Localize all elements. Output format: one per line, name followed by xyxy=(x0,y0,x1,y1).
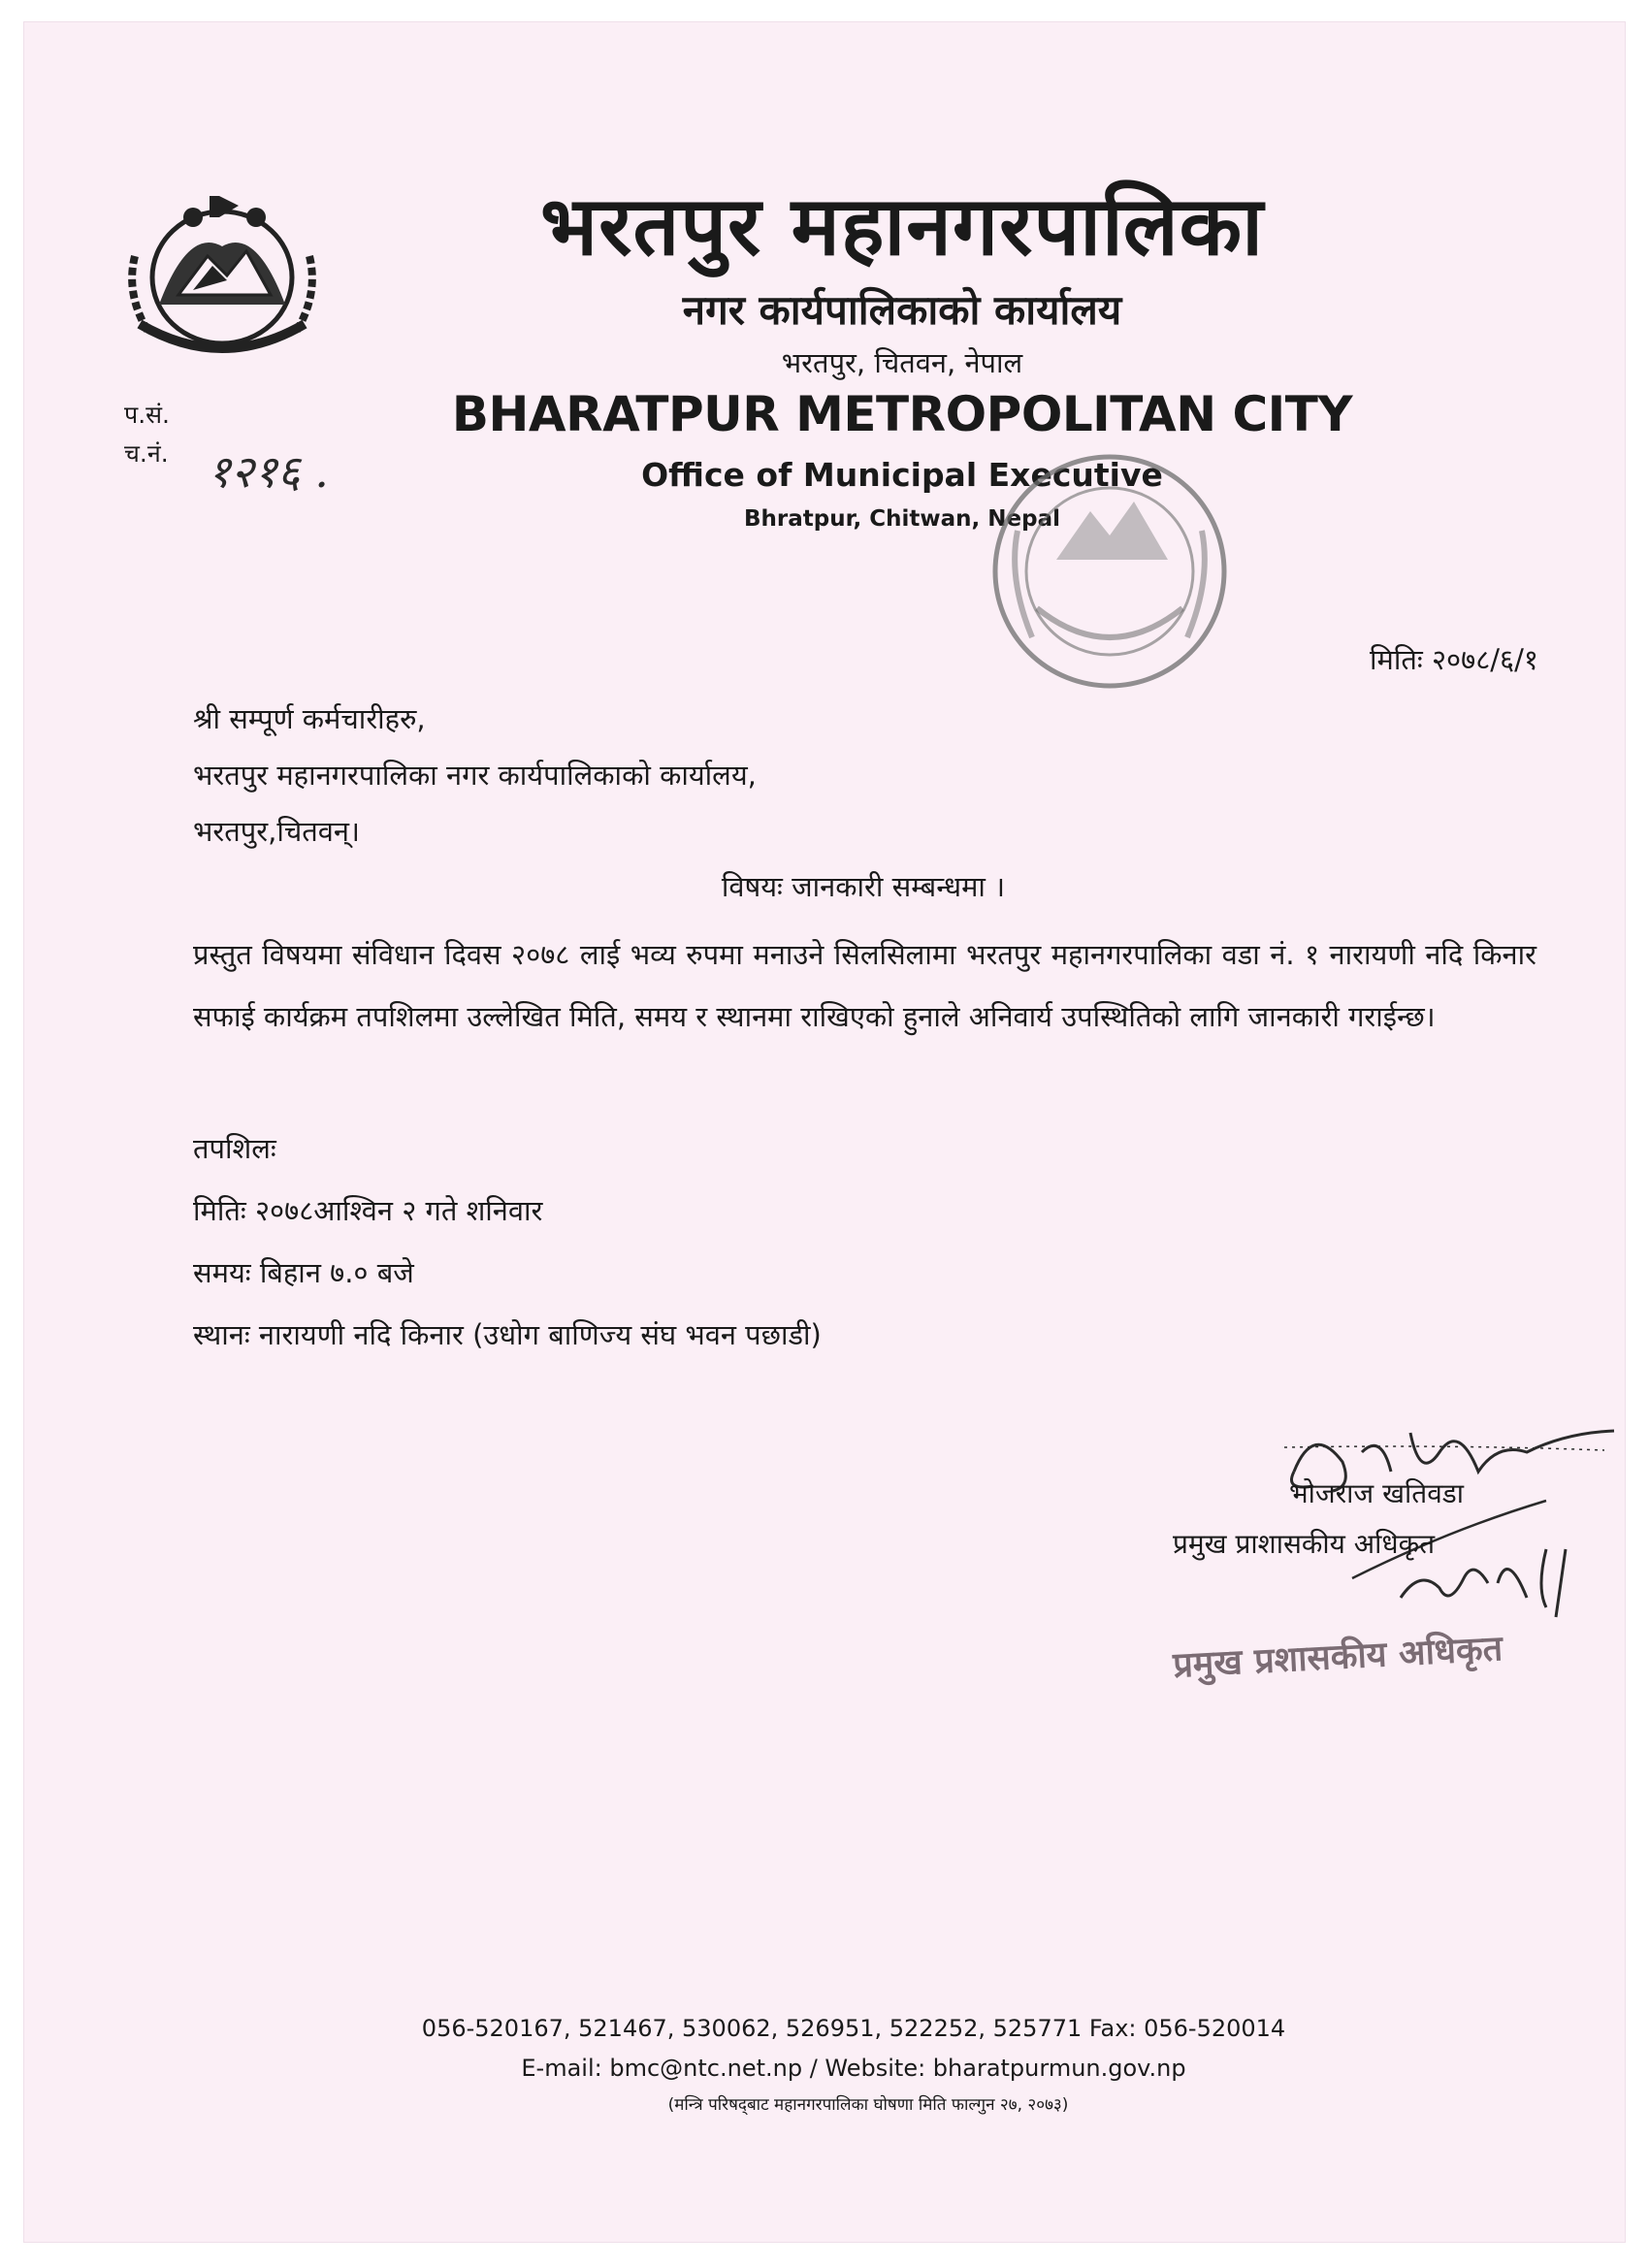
schedule-block xyxy=(193,1118,822,1366)
signatory-title: प्रमुख प्राशासकीय अधिकृत xyxy=(1173,1528,1436,1560)
schedule-time: समयः बिहान ७.० बजे xyxy=(193,1256,414,1289)
addressee-line: भरतपुर महानगरपालिका नगर कार्यपालिकाको कार्यालय, xyxy=(193,759,757,792)
footer-email-website: E-mail: bmc@ntc.net.np / Website: bharatpurmun.gov.np xyxy=(521,2055,1186,2082)
addressee-block xyxy=(193,691,757,859)
letter-page xyxy=(23,21,1626,2243)
signatory-rubber-stamp: प्रमुख प्रशासकीय अधिकृत xyxy=(1172,1629,1504,1686)
office-address-np: भरतपुर, चितवन, नेपाल xyxy=(781,346,1023,379)
office-address-en: Bhratpur, Chitwan, Nepal xyxy=(743,506,1061,532)
office-seal-stamp-icon xyxy=(979,443,1241,700)
schedule-date: मितिः २०७८आश्विन २ गते शनिवार xyxy=(193,1194,543,1227)
reference-pa-sa-label: प.सं. xyxy=(124,401,170,429)
office-name-np: नगर कार्यपालिकाको कार्यालय xyxy=(682,286,1122,334)
letter-date: मितिः २०७८/६/१ xyxy=(1370,643,1538,676)
addressee-line: भरतपुर,चितवन्। xyxy=(193,815,360,848)
reference-cha-na-label: च.नं. xyxy=(124,439,169,468)
schedule-heading: तपशिलः xyxy=(193,1132,276,1165)
signatory-name: भोजराज खतिवडा xyxy=(1289,1477,1465,1509)
letter-body: प्रस्तुत विषयमा संविधान दिवस २०७८ लाई भव्य रुपमा मनाउने सिलसिलामा भरतपुर महानगरपालिका वडा नं. १ नारायणी नदि किनार सफाई कार्यक्रम तपशिलमा उल्लेखित मिति, समय र स्थानमा राखिएको हुनाले अनिवार्य उपस्थितिको लागि जानकारी गराईन्छ। xyxy=(193,938,1536,1033)
letter-subject: विषयः जानकारी सम्बन्धमा । xyxy=(721,870,1006,903)
footer-declaration-note: (मन्त्रि परिषद्‍बाट महानगरपालिका घोषणा मिति फाल्गुन २७, २०७३) xyxy=(667,2095,1069,2115)
office-name-en: Office of Municipal Executive xyxy=(641,456,1163,494)
reference-cha-na-handwritten: १२१६ . xyxy=(208,445,329,498)
addressee-line: श्री सम्पूर्ण कर्मचारीहरु, xyxy=(193,702,426,735)
footer-phone-fax: 056-520167, 521467, 530062, 526951, 522252, 525771 Fax: 056-520014 xyxy=(421,2015,1286,2042)
municipality-title-en: BHARATPUR METROPOLITAN CITY xyxy=(451,386,1353,442)
schedule-place: स्थानः नारायणी नदि किनार (उधोग बाणिज्य संघ भवन पछाडी) xyxy=(193,1318,822,1351)
municipality-title-np: भरतपुर महानगरपालिका xyxy=(540,178,1264,274)
